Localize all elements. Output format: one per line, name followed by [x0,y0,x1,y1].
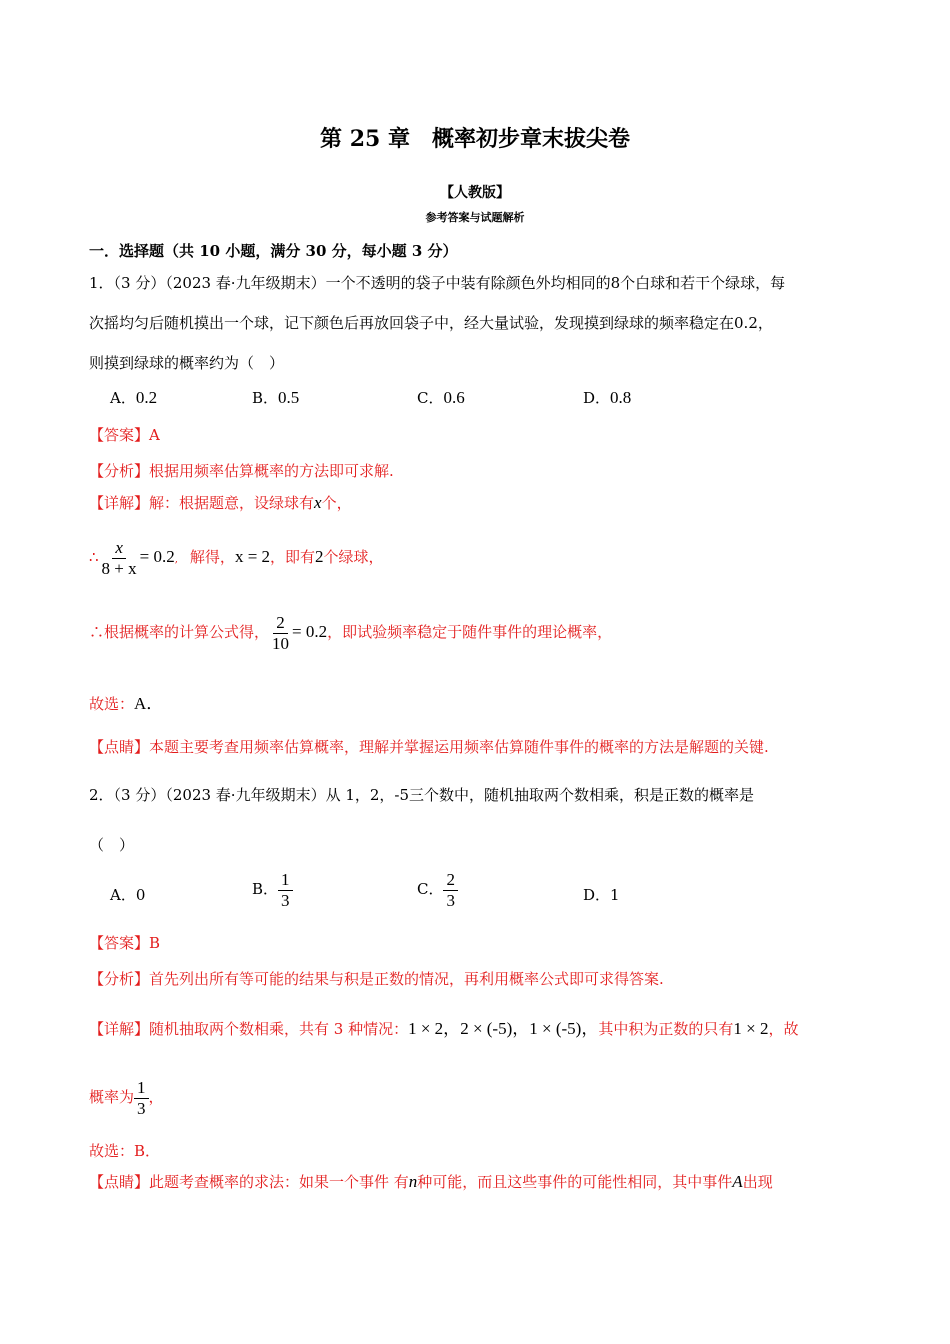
q2-option-c: C． $\frac{2}{3}$ [417,870,458,910]
q2-detail: 【详解】随机抽取两个数相乘，共有 3 种情况：1 × 2，2 × (-5)，1 × (-5)，其中积为正数的只有1 × 2，故 [89,1019,799,1038]
q1-line-3: 则摸到绿球的概率约为（ ） [89,354,285,372]
q2-option-a: A．0 [110,886,146,904]
q1-choose: 故选：A． [89,694,164,713]
q2-option-d: D．1 [583,886,620,904]
q2-choose: 故选：B． [89,1142,161,1160]
q1-option-b: B．0.5 [252,388,300,407]
section-heading: 一．选择题（共 10 小题，满分 30 分，每小题 3 分） [89,242,458,260]
page-title: 第 25 章 概率初步章末拔尖卷 [320,126,630,152]
q1-equation-2: ∴根据概率的计算公式得， $\frac{2}{10}$ = 0.2，即试验频率稳定于随件事件的理论概率， [89,613,613,653]
q2-line-1: 2．（3 分）（2023 春·九年级期末）从 1，2，-5三个数中，随机抽取两个数相乘，积是正数的概率是 [89,786,755,804]
q1-comment: 【点睛】本题主要考查用频率估算概率，理解并掌握运用频率估算随件事件的概率的方法是解题的关键. [89,738,769,756]
q1-line-2: 次摇均匀后随机摸出一个球，记下颜色后再放回袋子中，经大量试验，发现摸到绿球的频率稳定在0.2， [89,314,773,332]
q2-comment: 【点睛】此题考查概率的求法：如果一个事件 有n种可能，而且这些事件的可能性相同，其中事件A出现 [89,1172,773,1191]
q2-line-2: （ ） [89,836,135,854]
q2-fraction-prob: $\frac{1}{3}$ [134,1078,149,1118]
q1-equation-1: ∴ $\frac{x}{8 + x}$ = 0.2, 解得，x = 2，即有2个绿球， [89,538,384,578]
q2-fraction-1-3: $\frac{1}{3}$ [278,870,293,910]
q1-fraction-x: $\frac{x}{8 + x}$ [101,538,137,578]
q1-line-1: 1．（3 分）（2023 春·九年级期末）一个不透明的袋子中装有除颜色外均相同的8个白球和若干个绿球，每 [89,274,786,292]
subtitle: 参考答案与试题解析 [425,211,525,224]
q2-answer: 【答案】B [89,934,161,952]
q2-fraction-2-3: $\frac{2}{3}$ [443,870,458,910]
q1-fraction-2-10: $\frac{2}{10}$ [272,613,290,653]
edition-label: 【人教版】 [440,185,510,201]
q2-probability: 概率为 $\frac{1}{3}$ ， [89,1078,164,1118]
q1-detail: 【详解】解：根据题意，设绿球有x个， [89,493,352,512]
q1-answer: 【答案】A [89,426,160,444]
q2-analysis: 【分析】首先列出所有等可能的结果与积是正数的情况，再利用概率公式即可求得答案. [89,970,664,988]
q1-option-a: A．0.2 [110,388,158,407]
q1-option-d: D．0.8 [583,388,632,407]
q1-option-c: C．0.6 [417,388,465,407]
q1-analysis: 【分析】根据用频率估算概率的方法即可求解. [89,462,394,480]
q2-option-b: B． $\frac{1}{3}$ [252,870,293,910]
